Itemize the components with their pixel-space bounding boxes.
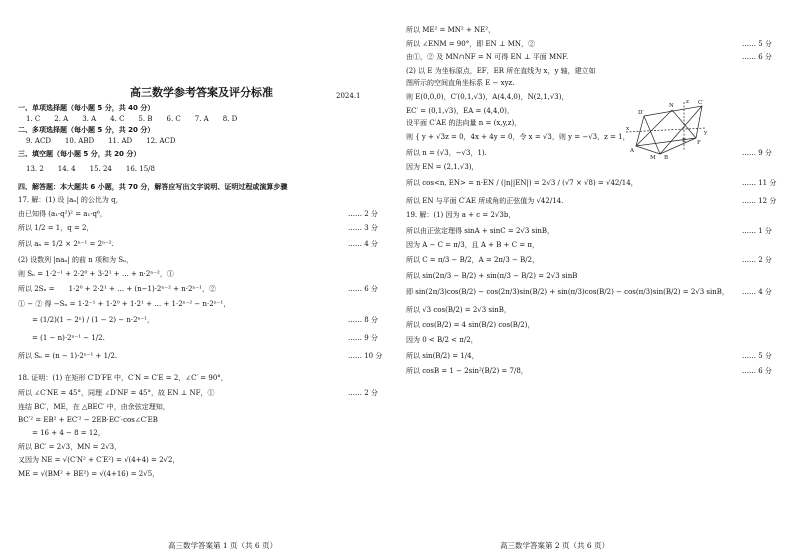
solution-line: 又因为 NE = √(C′N² + C′E²) = √(4+4) = 2√2， xyxy=(18,456,180,464)
page-footer: 高三数学答案第 1 页（共 6 页） xyxy=(168,541,278,550)
solution-line: 所以 ∠ENM = 90°，即 EN ⊥ MN，② xyxy=(406,40,536,48)
solution-line: 设平面 C′AE 的法向量 n = (x,y,z)， xyxy=(406,119,522,127)
score-mark: …… 4 分 xyxy=(742,288,772,296)
solution-line: 因为 0 < B/2 < π/2， xyxy=(406,336,478,344)
score-mark: …… 2 分 xyxy=(742,256,772,264)
label-E: E xyxy=(682,138,687,144)
solution-line: ① − ② 得 −Sₙ = 1·2⁻¹ + 1·2⁰ + 1·2¹ + … + 1·2ⁿ⁻² − n·2ⁿ⁻¹， xyxy=(18,300,231,308)
page-footer: 高三数学答案第 2 页（共 6 页） xyxy=(500,541,610,550)
x-axis-line xyxy=(626,128,706,132)
solution-line: 所以由正弦定理得 sinA + sinC = 2√3 sinB， xyxy=(406,227,555,235)
solution-line: (2) 以 E 为坐标原点，EF，ER 所在直线为 x，y 轴，建立如 xyxy=(406,67,596,75)
coordinate-figure xyxy=(626,98,708,160)
section-heading-fill-blank: 三、填空题（每小题 5 分，共 20 分） xyxy=(18,150,141,158)
solution-line: 图所示的空间直角坐标系 E − xyz. xyxy=(406,79,515,87)
section-heading-solutions: 四、解答题：本大题共 6 小题，共 70 分，解答应写出文字说明、证明过程或演算步骤 xyxy=(18,183,288,191)
score-mark: …… 6 分 xyxy=(742,367,772,375)
score-mark: …… 6 分 xyxy=(348,285,378,293)
score-mark: …… 5 分 xyxy=(742,40,772,48)
score-mark: …… 2 分 xyxy=(348,210,378,218)
answer-page-2 xyxy=(406,0,786,558)
score-mark: …… 1 分 xyxy=(742,227,772,235)
solution-line: 则 E(0,0,0)，C′(0,1,√3)，A(4,4,0)，N(2,1,√3)， xyxy=(406,93,569,101)
solution-line: 所以 ME² = MN² + NE²， xyxy=(406,26,496,34)
solution-line: 所以 1/2 = 1，q = 2， xyxy=(18,224,94,232)
single-choice-answers: 1. C 2. A 3. A 4. C 5. B 6. C 7. A 8. D xyxy=(26,115,238,123)
solution-line: 所以 ∠C′NE = 45°，同理 ∠D′NF = 45°，故 EN ⊥ NF，① xyxy=(18,389,215,397)
multi-choice-answers: 9. ACD 10. ABD 11. AD 12. ACD xyxy=(26,137,176,145)
solution-line: 所以 BC′ = 2√3，MN = 2√3， xyxy=(18,443,122,451)
answer-page-1 xyxy=(18,0,398,558)
solution-line: 所以 cosB = 1 − 2sin²(B/2) = 7/8， xyxy=(406,367,528,375)
score-mark: …… 9 分 xyxy=(348,334,378,342)
label-x: x xyxy=(626,126,630,132)
page-title: 高三数学参考答案及评分标准 xyxy=(130,86,273,99)
score-mark: …… 12 分 xyxy=(742,197,777,205)
label-A: A xyxy=(630,148,634,154)
solution-line: 由①，② 及 MN∩NF = N 可得 EN ⊥ 平面 MNF. xyxy=(406,53,569,61)
score-mark: …… 3 分 xyxy=(348,224,378,232)
score-mark: …… 9 分 xyxy=(742,149,772,157)
solution-line: 因为 A − C = π/3，且 A + B + C = π， xyxy=(406,241,540,249)
score-mark: …… 2 分 xyxy=(348,389,378,397)
solution-line: 所以 EN 与平面 C′AE 所成角的正弦值为 √42/14. xyxy=(406,197,564,205)
date: 2024.1 xyxy=(336,92,361,100)
figure-base-edge xyxy=(636,138,696,154)
solution-line: (2) 设数列 |naₙ| 的前 n 项和为 Sₙ， xyxy=(18,256,134,264)
solution-line: BC′² = EB² + EC′² − 2EB·EC′·cos∠C′EB xyxy=(18,416,158,424)
solution-line: 所以 C = π/3 − B/2，A = 2π/3 − B/2， xyxy=(406,256,540,264)
solution-line: 19. 解：(1) 因为 a + c = 2√3b， xyxy=(406,211,516,219)
label-B: B xyxy=(664,155,669,160)
solution-line: 由已知得 (a₁·q²)² = a₁·q⁶， xyxy=(18,210,107,218)
solution-line: 所以 √3 cos(B/2) = 2√3 sinB， xyxy=(406,306,511,314)
solution-line: 所以 sin(2π/3 − B/2) + sin(π/3 − B/2) = 2√3 sinB xyxy=(406,272,578,280)
score-mark: …… 11 分 xyxy=(742,179,777,187)
solution-line: 因为 EN = (2,1,√3)， xyxy=(406,163,479,171)
label-N: N xyxy=(669,103,674,109)
label-F: F xyxy=(697,140,701,146)
solution-line: 所以 Sₙ = (n − 1)·2ⁿ⁻¹ + 1/2. xyxy=(18,352,118,360)
section-heading-single-choice: 一、单项选择题（每小题 5 分，共 40 分） xyxy=(18,104,155,112)
score-mark: …… 10 分 xyxy=(348,352,383,360)
solution-line: 所以 2Sₙ = 1·2⁰ + 2·2¹ + … + (n−1)·2ⁿ⁻² + n·2ⁿ⁻¹，② xyxy=(18,285,216,293)
solution-line: 18. 证明：(1) 在矩形 C′D′FE 中，C′N = C′E = 2，∠C′ = 90°， xyxy=(18,374,228,382)
score-mark: …… 5 分 xyxy=(742,352,772,360)
label-y: y xyxy=(704,130,708,136)
solution-line: 即 sin(2π/3)cos(B/2) − cos(2π/3)sin(B/2) + sin(π/3)cos(B/2) − cos(π/3)sin(B/2) = 2√3 sinB， xyxy=(406,288,729,296)
score-mark: …… 8 分 xyxy=(348,316,378,324)
solution-line: = (1 − n)·2ⁿ⁻¹ − 1/2. xyxy=(18,334,105,342)
solution-line: 连结 BC′，ME，在 △BEC′ 中，由余弦定理知， xyxy=(18,403,170,411)
solution-line: EC′ = (0,1,√3)，EA = (4,4,0)， xyxy=(406,107,514,115)
label-C-prime: C′ xyxy=(698,100,704,106)
section-heading-multi-choice: 二、多项选择题（每小题 5 分，共 20 分） xyxy=(18,126,155,134)
solution-line: 则 Sₙ = 1·2⁻¹ + 2·2⁰ + 3·2¹ + … + n·2ⁿ⁻²，① xyxy=(18,270,174,278)
label-D-prime: D′ xyxy=(638,110,644,116)
solution-line: 所以 aₙ = 1/2 × 2ⁿ⁻¹ = 2ⁿ⁻². xyxy=(18,240,114,248)
solution-line: 所以 cos(B/2) = 4 sin(B/2) cos(B/2)， xyxy=(406,321,535,329)
solution-line: = 16 + 4 − 8 = 12， xyxy=(18,429,105,437)
solution-line: 17. 解：(1) 设 |aₙ| 的公比为 q， xyxy=(18,196,123,204)
solution-line: 所以 n = (√3，−√3，1). xyxy=(406,149,487,157)
solution-line: 所以 sin(B/2) = 1/4， xyxy=(406,352,479,360)
solution-line: 则 { y + √3z = 0，4x + 4y = 0，令 x = √3，则 y = −√3，z = 1， xyxy=(406,133,630,141)
solution-line: ME = √(BM² + BE²) = √(4+16) = 2√5， xyxy=(18,470,160,478)
solution-line: 所以 cos<n, EN> = n·EN / (|n||EN|) = 2√3 / (√7 × √8) = √42/14， xyxy=(406,179,638,187)
label-z: z xyxy=(686,99,689,105)
score-mark: …… 4 分 xyxy=(348,240,378,248)
label-M: M xyxy=(650,155,656,160)
score-mark: …… 6 分 xyxy=(742,53,772,61)
solution-line: = (1/2)(1 − 2ⁿ) / (1 − 2) − n·2ⁿ⁻¹， xyxy=(18,316,155,324)
fill-blank-answers: 13. 2 14. 4 15. 24 16. 15/8 xyxy=(26,165,155,173)
